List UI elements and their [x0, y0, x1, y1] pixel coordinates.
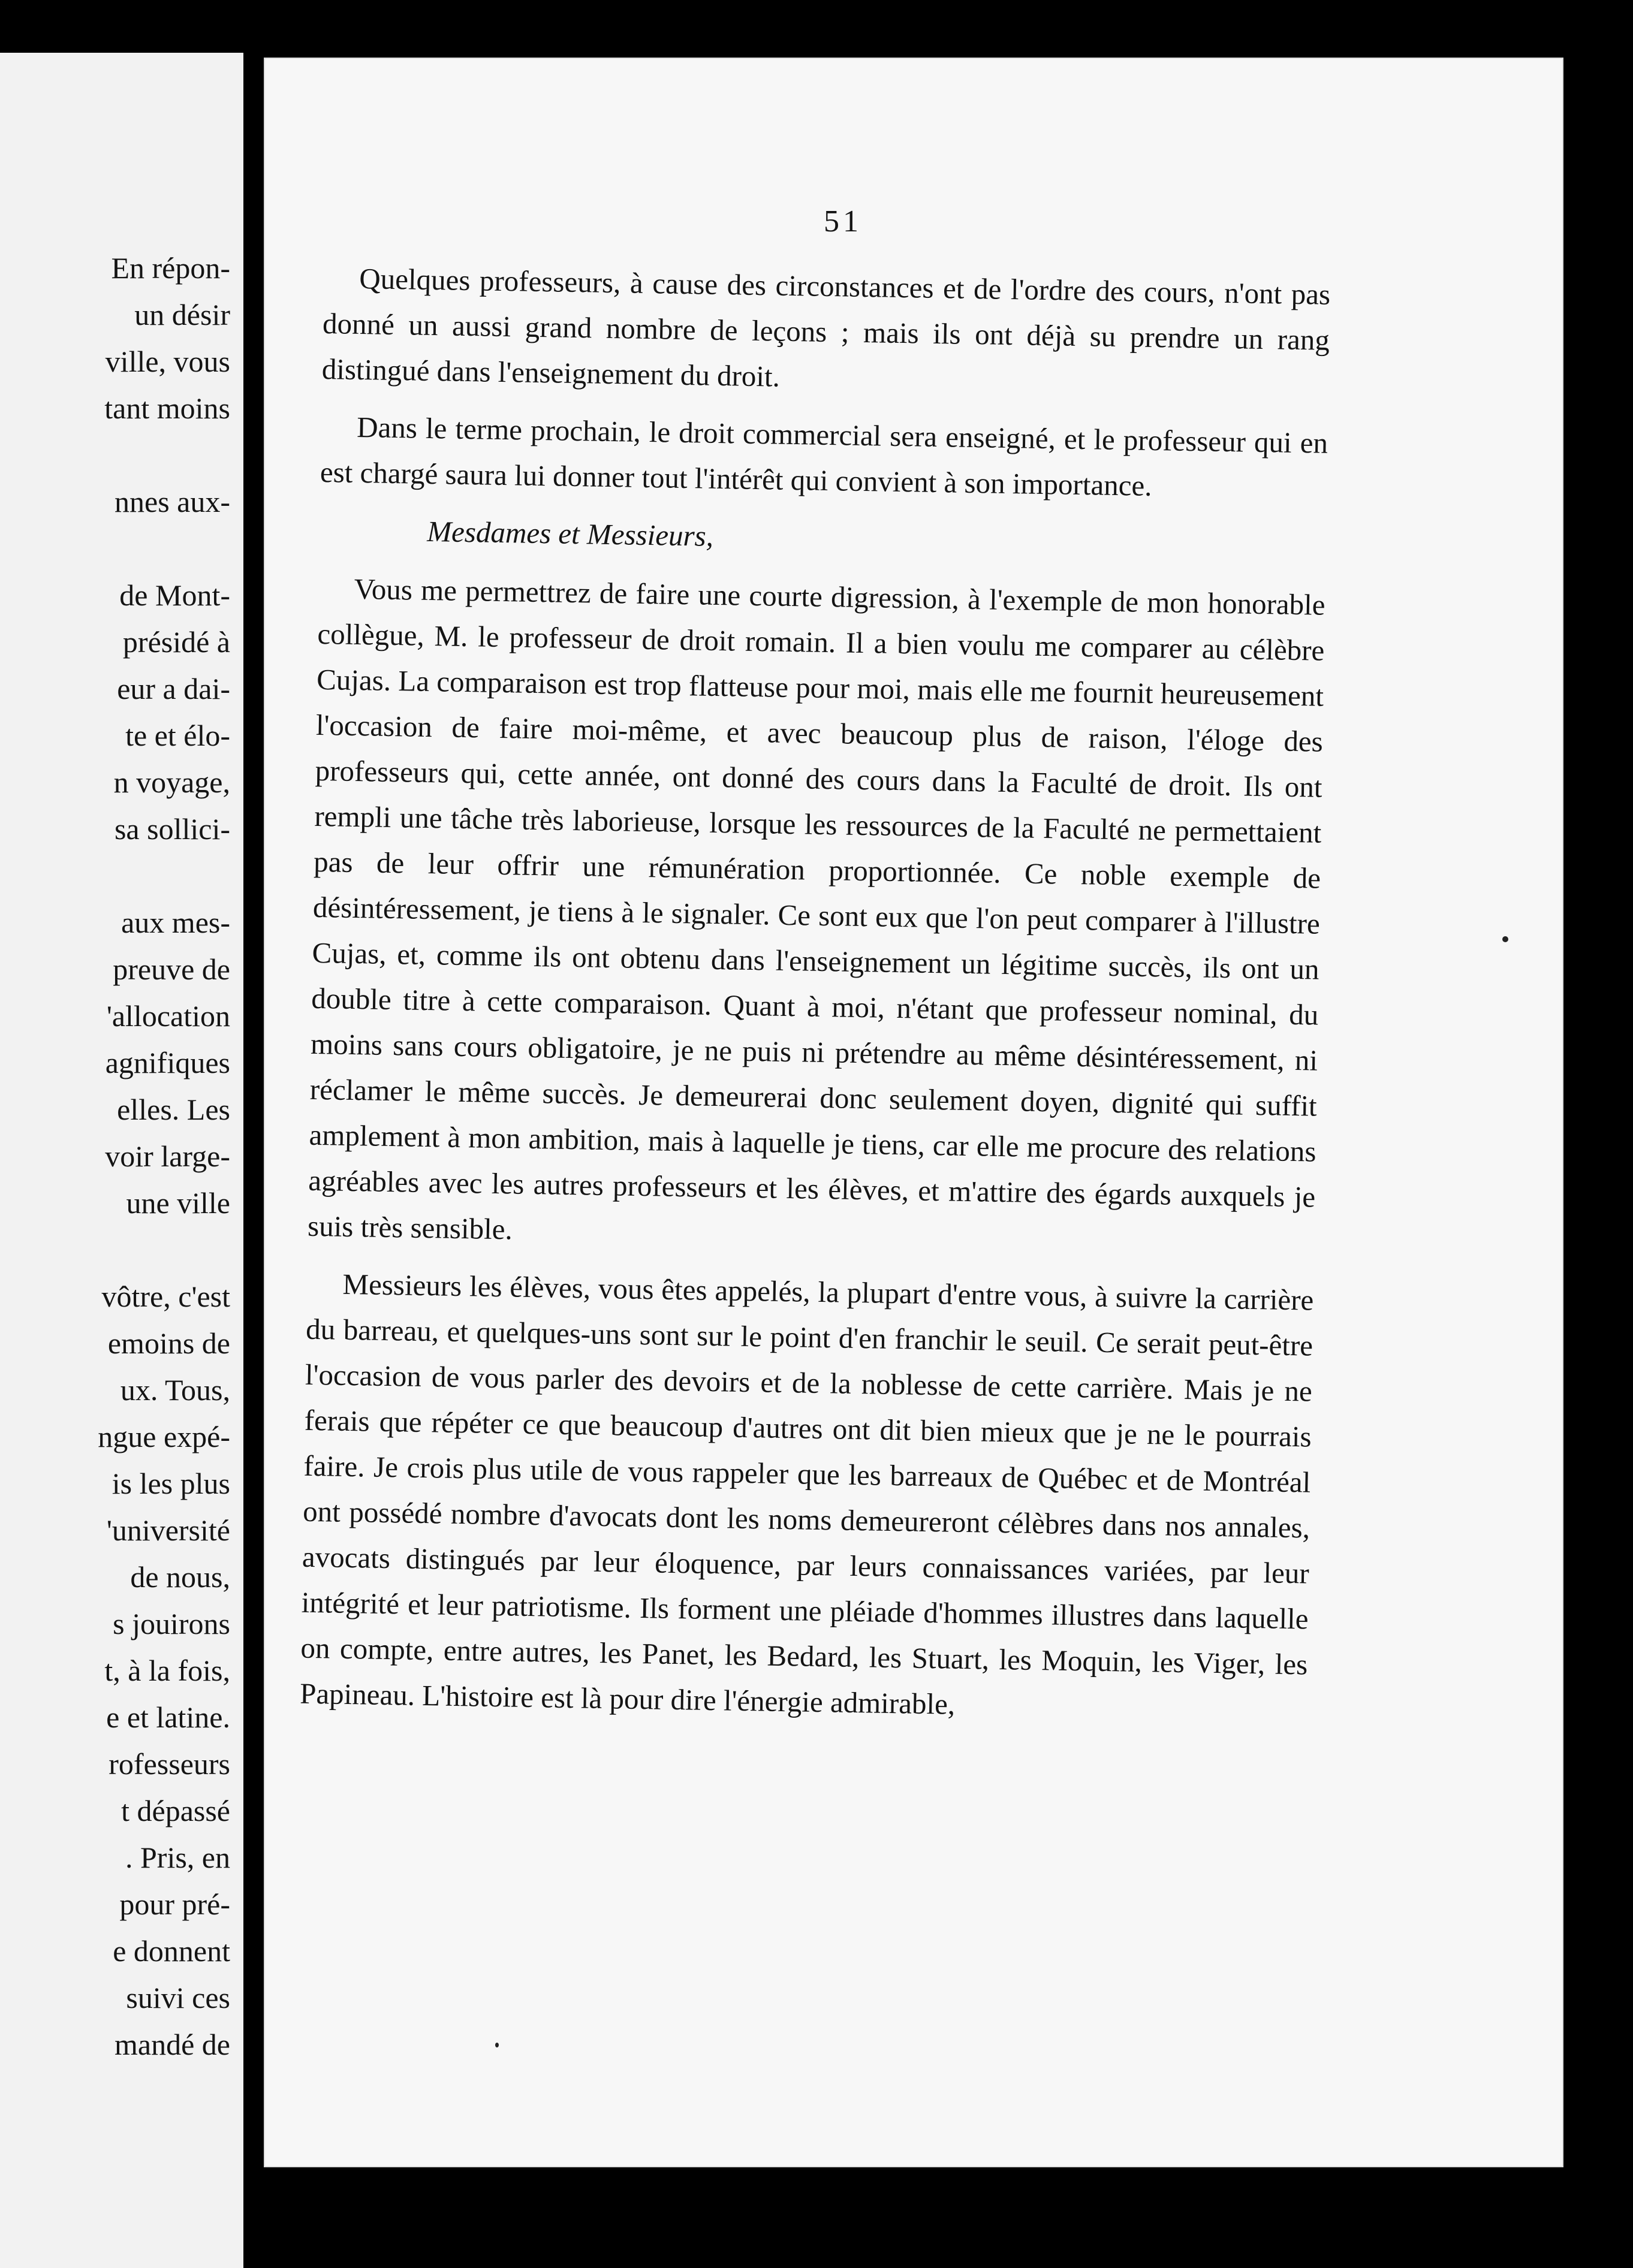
speck-mark [1502, 936, 1508, 942]
facing-page-line: n voyage, [113, 765, 230, 799]
facing-page-line: t, à la fois, [104, 1654, 230, 1687]
paragraph: Messieurs les élèves, vous êtes appelés, la plupart d'entre vous, à suivre la carrière du barreau, et quelques-uns sont sur le point d'en franchir le seuil. Ce serait peut-être l'occasion de vous parler des devoirs et de la noblesse de cette carrière. Mais je ne ferais que répéter ce que beaucoup d'autres ont dit bien mieux que je ne le pourrais faire. Je crois plus utile de vous rappeler que les barreaux de Québec et de Montréal ont possédé nombre d'avocats dont les noms demeureront célèbres dans nos annales, avocats distingués par leur éloquence, par leurs connaissances variées, par leur intégrité et leur patriotisme. Ils forment une pléiade d'hommes illustres dans laquelle on compte, entre autres, les Panet, les Bedard, les Stuart, les Moquin, les Viger, les Papineau. L'histoire est là pour dire l'énergie admirable, [299, 1267, 1314, 1721]
facing-page-line: eur a dai- [117, 672, 230, 705]
facing-page-line: preuve de [113, 952, 230, 986]
facing-page-fragment [0, 53, 243, 2268]
facing-page-line: agnifiques [105, 1046, 230, 1079]
facing-page-line: suivi ces [126, 1981, 230, 2014]
facing-page-line: aux mes- [121, 906, 230, 939]
book-page [264, 58, 1563, 2167]
facing-page-line: mandé de [115, 2028, 230, 2061]
facing-page-line: emoins de [107, 1326, 230, 1360]
facing-page-line: elles. Les [117, 1093, 230, 1126]
facing-page-line: ville, vous [105, 345, 230, 378]
paragraph: Quelques professeurs, à cause des circonstances et de l'ordre des cours, n'ont pas donné un aussi grand nombre de leçons ; mais ils ont déjà su prendre un rang distingué dans l'enseignement du droit. [321, 261, 1331, 393]
facing-page-line: de nous, [130, 1560, 230, 1594]
facing-page-line: ngue expé- [98, 1420, 230, 1453]
facing-page-line: présidé à [122, 625, 230, 659]
facing-page-line: t dépassé [121, 1794, 230, 1827]
facing-page-line: voir large- [105, 1139, 230, 1173]
facing-page-line: de Mont- [119, 578, 230, 612]
facing-page-line: un désir [134, 298, 230, 331]
speck-mark [495, 2043, 499, 2047]
facing-page-line: En répon- [111, 251, 230, 285]
facing-page-line: e et latine. [106, 1700, 230, 1734]
salutation: Mesdames et Messieurs, [426, 514, 714, 553]
facing-page-line: rofesseurs [109, 1747, 230, 1781]
facing-page-line: sa sollici- [114, 812, 230, 846]
facing-page-line: 'université [106, 1513, 230, 1547]
paragraph: Vous me permettrez de faire une courte digression, à l'exemple de mon honorable collègue, M. le professeur de droit romain. Il a bien voulu me comparer au célèbre Cujas. La comparaison est trop flatteuse pour moi, mais elle me fournit heureusement l'occasion de faire moi-même, et avec beaucoup plus de raison, l'éloge des professeurs qui, cette année, ont donné des cours dans la Faculté de droit. Ils ont rempli une tâche très laborieuse, lorsque les ressources de la Faculté ne permettaient pas de leur offrir une rémunération proportionnée. Ce noble exemple de désintéressement, je tiens à le signaler. Ce sont eux que l'on peut comparer à l'illustre Cujas, et, comme ils ont obtenu dans l'enseignement un légitime succès, ils ont un double titre à cette comparaison. Quant à moi, n'étant que professeur nominal, du moins sans cours obligatoire, je ne puis ni prétendre au même désintéressement, ni réclamer le même succès. Je demeurerai donc seulement doyen, dignité qui suffit amplement à mon ambition, mais à laquelle je tiens, car elle me procure des relations agréables avec les autres professeurs et les élèves, et m'attire des égards auxquels je suis très sensible. [307, 572, 1326, 1246]
facing-page-line: is les plus [112, 1467, 230, 1500]
facing-page-text [0, 245, 230, 2068]
paragraph: Dans le terme prochain, le droit commercial sera enseigné, et le professeur qui en est chargé saura lui donner tout l'intérêt qui convient à son importance. [320, 410, 1328, 502]
page-body [299, 255, 1331, 1745]
facing-page-line: vôtre, c'est [101, 1280, 230, 1313]
facing-page-line: te et élo- [125, 719, 230, 752]
facing-page-line: pour pré- [119, 1887, 230, 1921]
facing-page-line: s jouirons [113, 1607, 230, 1640]
facing-page-line: 'allocation [106, 999, 230, 1033]
facing-page-line: nnes aux- [115, 485, 230, 518]
page-number: 51 [824, 204, 862, 239]
facing-page-line: . Pris, en [125, 1841, 230, 1874]
facing-page-line: tant moins [104, 391, 230, 425]
facing-page-line: ux. Tous, [120, 1373, 230, 1407]
facing-page-line: une ville [126, 1186, 230, 1220]
facing-page-line: e donnent [113, 1934, 230, 1968]
